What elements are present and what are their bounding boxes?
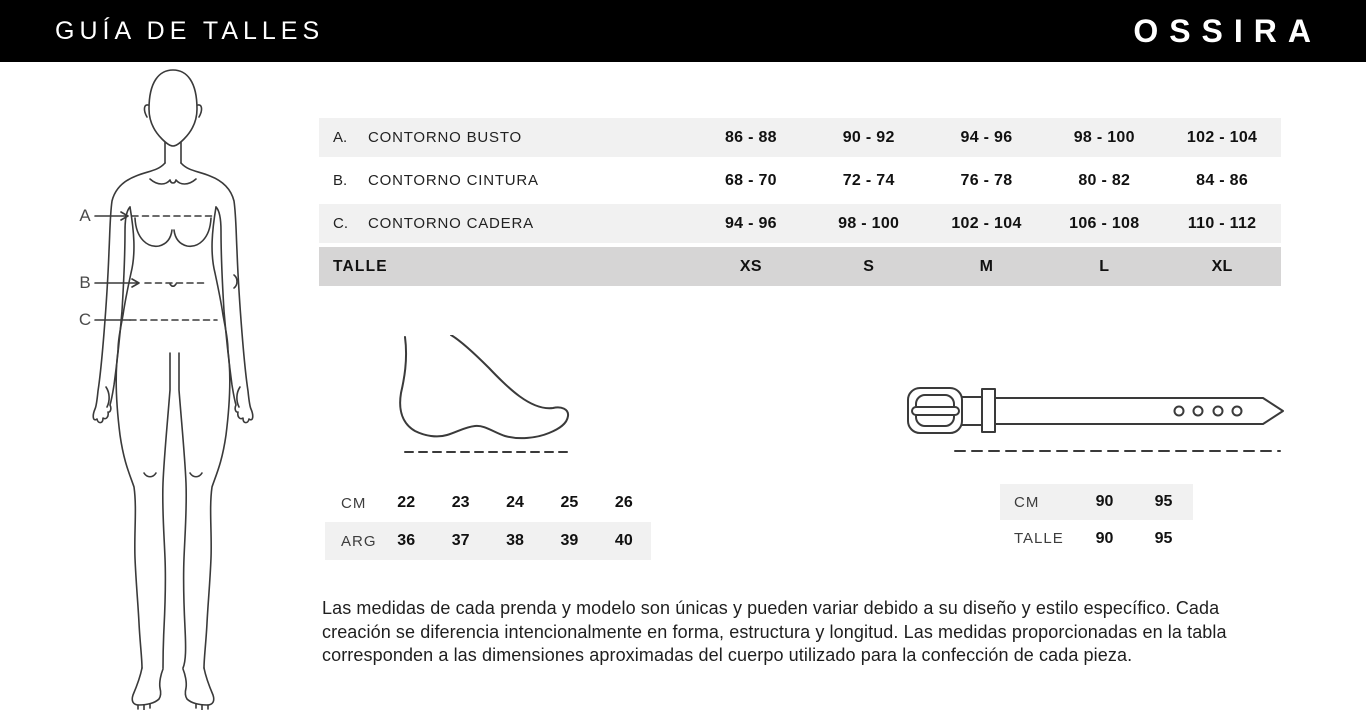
table-cell: 36 [397,532,416,549]
table-cell: 76 - 78 [960,171,1013,189]
table-row [1000,484,1193,520]
table-cell: 37 [451,532,470,549]
table-row-talle [319,247,1281,286]
table-cell: 72 - 74 [842,171,895,189]
figure-label-c: C [78,310,92,329]
table-cell: 80 - 82 [1078,171,1131,189]
row-label: CM [341,494,367,512]
table-cell: 23 [451,494,470,511]
page-title: GUÍA DE TALLES [55,16,325,45]
size-cell: L [1099,257,1110,275]
table-row [325,484,651,522]
female-figure-icon [60,63,305,710]
size-cell: S [863,257,875,275]
row-label: TALLE [1014,530,1064,547]
table-row [319,204,1281,243]
table-cell: 86 - 88 [724,128,777,146]
table-cell: 102 - 104 [951,214,1022,232]
row-prefix: A. [333,129,348,146]
waist-arrow [95,279,139,287]
table-cell: 95 [1154,493,1173,510]
table-cell: 106 - 108 [1069,214,1140,232]
table-cell: 98 - 100 [1073,128,1135,146]
table-cell: 102 - 104 [1186,128,1258,146]
talle-label: TALLE [333,257,388,275]
row-label: CONTORNO BUSTO [368,129,522,146]
table-cell: 40 [614,532,633,549]
table-row [1000,520,1193,557]
belt-size-table [1000,484,1193,557]
table-cell: 26 [614,494,633,511]
body-measurements-table [319,118,1281,286]
table-cell: 90 - 92 [842,128,895,146]
belt-icon [900,383,1295,458]
shoe-size-table [325,484,651,560]
row-label: CM [1014,493,1040,511]
table-cell: 39 [560,532,579,549]
size-cell: XL [1211,257,1233,275]
table-cell: 25 [560,494,579,511]
table-row [325,522,651,560]
header-bar [0,0,1366,62]
table-cell: 84 - 86 [1196,171,1249,189]
figure-label-b: B [79,273,91,292]
table-cell: 94 - 96 [960,128,1013,146]
table-cell: 68 - 70 [724,171,777,189]
table-cell: 98 - 100 [838,214,900,232]
table-cell: 24 [506,494,524,511]
row-label: CONTORNO CADERA [368,215,534,232]
brand-logo: OSSIRA [1133,12,1322,49]
size-cell: XS [739,257,762,275]
row-prefix: B. [333,172,348,189]
table-cell: 95 [1154,529,1173,547]
table-cell: 38 [506,532,524,549]
table-row [319,118,1281,157]
measurement-disclaimer: Las medidas de cada prenda y modelo son únicas y pueden variar debido a su diseño y estilo específico. Cada creación se diferencia intencionalmente en forma, estructura y longitud. Las medidas proporcionadas en la tabla corresponden a las dimensiones aproximadas del cuerpo utilizado para la confección de cada pieza. [322,598,1227,665]
table-cell: 94 - 96 [724,214,777,232]
table-row [319,157,1281,204]
figure-label-a: A [79,206,91,225]
foot-icon [395,335,580,460]
table-cell: 90 [1095,529,1114,547]
row-label: CONTORNO CINTURA [368,172,539,189]
row-label: ARG [341,532,377,550]
table-cell: 90 [1095,493,1114,510]
table-cell: 22 [397,494,416,511]
row-prefix: C. [333,215,348,232]
size-cell: M [979,257,994,275]
table-cell: 110 - 112 [1187,214,1257,232]
